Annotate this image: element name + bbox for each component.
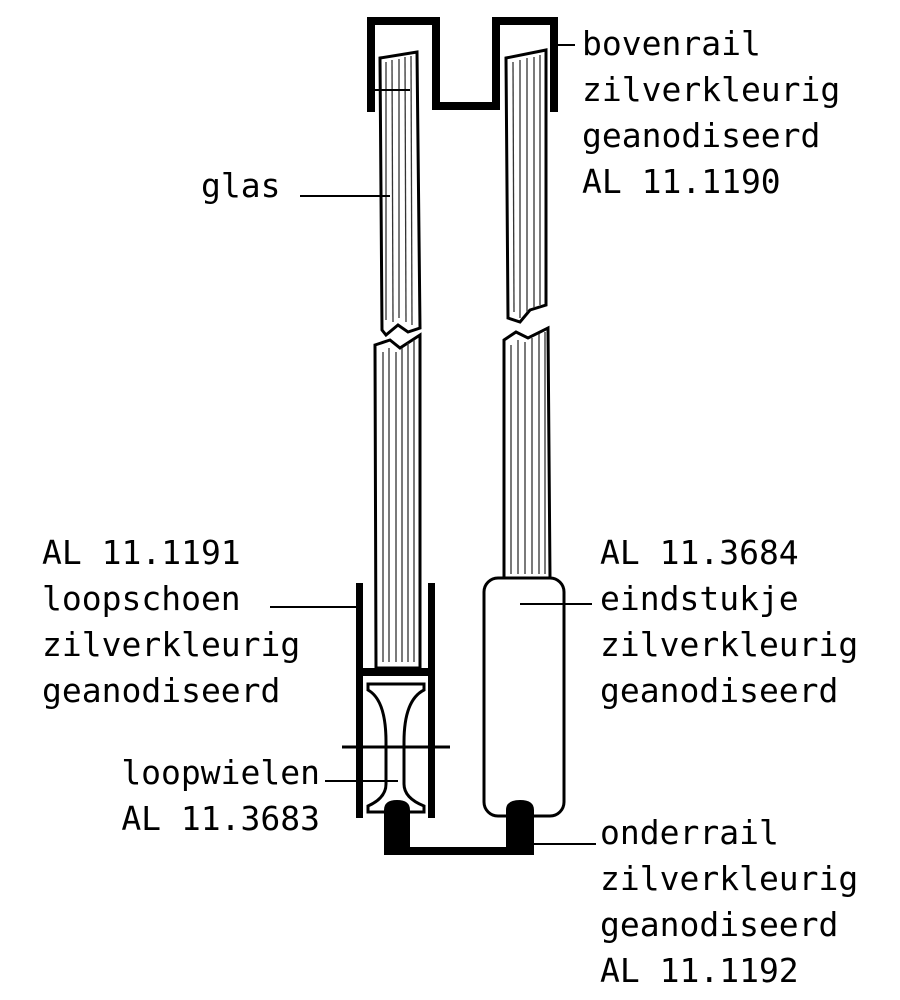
label-top-rail-line2: zilverkleurig [582,70,841,109]
label-top-rail [582,21,840,205]
left-glass-pane [375,52,420,668]
label-wheels-line2: AL 11.3683 [121,799,320,838]
label-top-rail-line1: bovenrail [582,24,761,63]
label-end-piece [600,530,858,714]
label-bottom-rail-line2: zilverkleurig [600,859,859,898]
label-wheels [90,750,320,842]
label-running-shoe-line1: AL 11.1191 [42,533,241,572]
label-glass [201,163,280,209]
label-end-piece-line4: geanodiseerd [600,671,839,710]
right-glass-pane [504,50,550,580]
label-bottom-rail [600,810,858,994]
label-end-piece-line2: eindstukje [600,579,799,618]
label-running-shoe-line3: zilverkleurig [42,625,301,664]
label-glass-line1: glas [201,166,281,205]
label-running-shoe-line4: geanodiseerd [42,671,281,710]
label-wheels-line1: loopwielen [121,753,320,792]
label-bottom-rail-line1: onderrail [600,813,779,852]
label-bottom-rail-line3: geanodiseerd [600,905,839,944]
label-top-rail-line3: geanodiseerd [582,116,821,155]
label-end-piece-line3: zilverkleurig [600,625,859,664]
label-bottom-rail-line4: AL 11.1192 [600,951,799,990]
label-top-rail-line4: AL 11.1190 [582,162,781,201]
label-end-piece-line1: AL 11.3684 [600,533,799,572]
end-piece [484,578,564,816]
label-running-shoe [42,530,300,714]
label-running-shoe-line2: loopschoen [42,579,241,618]
bottom-rail [384,800,534,855]
